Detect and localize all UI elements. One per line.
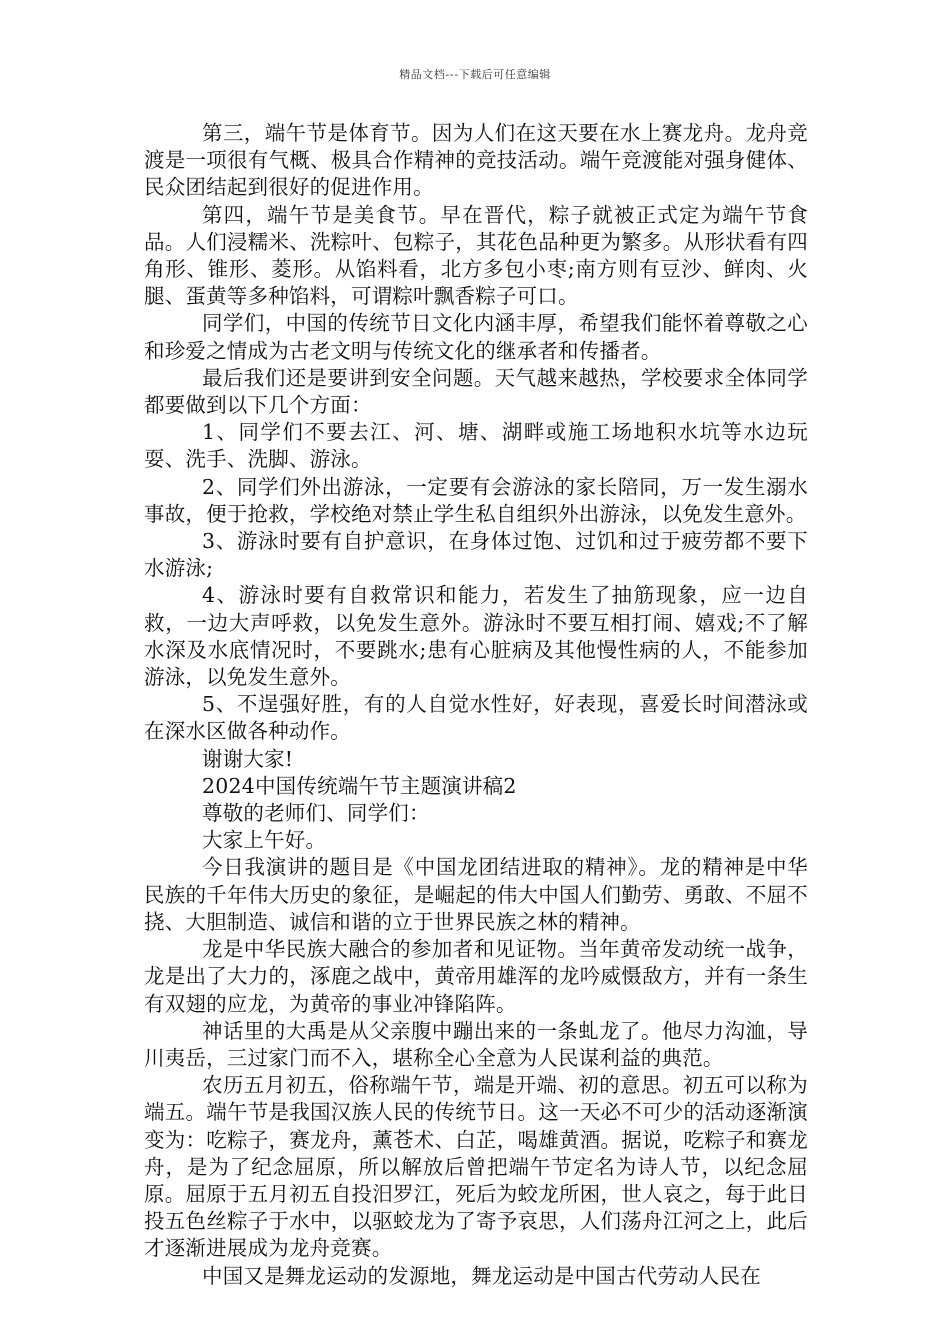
paragraph-speech-topic: 今日我演讲的题目是《中国龙团结进取的精神》。龙的精神是中华民族的千年伟大历史的象征，是崛起的伟大中国人们勤劳、勇敢、不屈不挠、大胆制造、诚信和谐的立于世界民族之林的精神。 [144, 855, 808, 934]
salutation: 尊敬的老师们、同学们： [202, 801, 430, 826]
page-header: 精品文档---下载后可任意编辑 [399, 68, 551, 81]
greeting: 大家上午好。 [202, 828, 327, 853]
safety-item-5: 5、不逞强好胜，有的人自觉水性好，好表现，喜爱长时间潜泳或在深水区做各种动作。 [144, 692, 808, 744]
safety-item-1: 1、同学们不要去江、河、塘、湖畔或施工场地积水坑等水边玩耍、洗手、洗脚、游泳。 [144, 420, 808, 472]
paragraph-duanwu-origin: 农历五月初五，俗称端午节，端是开端、初的意思。初五可以称为端五。端午节是我国汉族人民的传统节日。这一天必不可少的活动逐渐演变为：吃粽子，赛龙舟，薰苍术、白芷，喝雄黄酒。据说，吃粽子和赛龙舟，是为了纪念屈原，所以解放后曾把端午节定名为诗人节，以纪念屈原。屈原于五月初五自投汨罗江，死后为蛟龙所困，世人哀之，每于此日投五色丝粽子于水中，以驱蛟龙为了寄予哀思，人们荡舟江河之上，此后才逐渐进展成为龙舟竞赛。 [144, 1073, 808, 1261]
document-body [144, 120, 808, 1290]
safety-item-4: 4、游泳时要有自救常识和能力，若发生了抽筋现象，应一边自救，一边大声呼救，以免发生意外。游泳时不要互相打闹、嬉戏;不了解水深及水底情况时，不要跳水;患有心脏病及其他慢性病的人，不能参加游泳，以免发生意外。 [144, 583, 808, 690]
paragraph-dragon-history: 龙是中华民族大融合的参加者和见证物。当年黄帝发动统一战争，龙是出了大力的，涿鹿之战中，黄帝用雄浑的龙吟威慑敌方，并有一条生有双翅的应龙，为黄帝的事业冲锋陷阵。 [144, 937, 808, 1016]
paragraph-safety-intro: 最后我们还是要讲到安全问题。天气越来越热，学校要求全体同学都要做到以下几个方面： [144, 365, 808, 418]
paragraph-culture: 同学们，中国的传统节日文化内涵丰厚，希望我们能怀着尊敬之心和珍爱之情成为古老文明与传统文化的继承者和传播者。 [144, 311, 808, 363]
paragraph-food-festival: 第四，端午节是美食节。早在晋代，粽子就被正式定为端午节食品。人们浸糯米、洗粽叶、包粽子，其花色品种更为繁多。从形状看有四角形、锥形、菱形。从馅料看，北方多包小枣;南方则有豆沙、鲜肉、火腿、蛋黄等多种馅料，可谓粽叶飘香粽子可口。 [144, 202, 808, 309]
paragraph-dayu: 神话里的大禹是从父亲腹中蹦出来的一条虬龙了。他尽力沟洫，导川夷岳，三过家门而不入，堪称全心全意为人民谋利益的典范。 [144, 1018, 808, 1070]
section-title: 2024中国传统端午节主题演讲稿2 [202, 773, 517, 798]
paragraph-dragon-boat: 第三，端午节是体育节。因为人们在这天要在水上赛龙舟。龙舟竞渡是一项很有气概、极具合作精神的竞技活动。端午竞渡能对强身健体、民众团结起到很好的促进作用。 [144, 121, 808, 200]
thanks-line: 谢谢大家! [202, 746, 294, 771]
paragraph-dragon-dance: 中国又是舞龙运动的发源地，舞龙运动是中国古代劳动人民在 [202, 1263, 761, 1288]
safety-item-2: 2、同学们外出游泳，一定要有会游泳的家长陪同，万一发生溺水事故，便于抢救，学校绝对禁止学生私自组织外出游泳，以免发生意外。 [144, 474, 808, 526]
safety-item-3: 3、游泳时要有自护意识，在身体过饱、过饥和过于疲劳都不要下水游泳; [144, 529, 808, 581]
